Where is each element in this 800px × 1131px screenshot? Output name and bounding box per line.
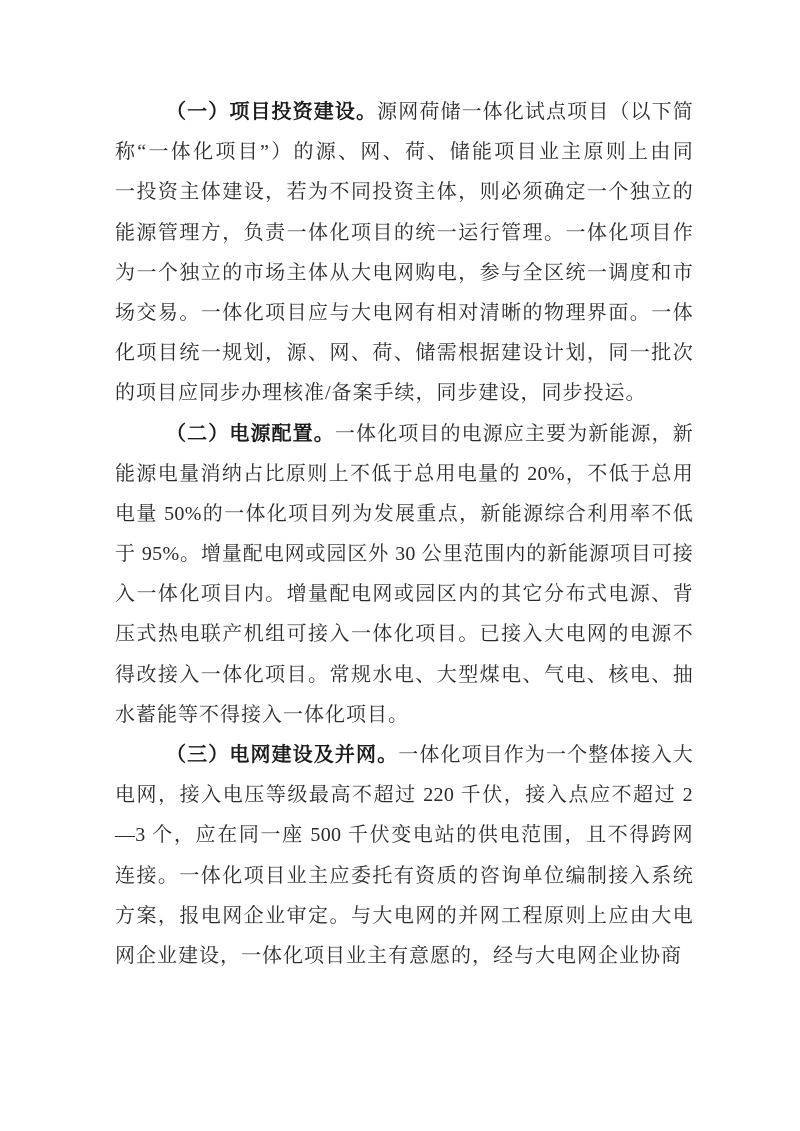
line-text: 源网荷储一体化试点项目（以下简 (377, 101, 693, 123)
text-line-9 (115, 414, 693, 454)
line-text: 电量 50%的一体化项目列为发展重点，新能源综合利用率不低 (115, 502, 694, 525)
text-line-1 (115, 92, 693, 132)
section-heading: （三）电网建设及并网。 (166, 744, 399, 766)
text-line-2 (115, 132, 693, 172)
line-text: 能源管理方，负责一体化项目的统一运行管理。一体化项目作 (115, 221, 693, 244)
line-text: 一体化项目的电源应主要为新能源，新 (334, 422, 693, 445)
line-text: 为一个独立的市场主体从大电网购电，参与全区统一调度和市 (115, 261, 693, 284)
line-text: 得改接入一体化项目。常规水电、大型煤电、气电、核电、抽 (115, 663, 693, 686)
text-line-20 (115, 856, 693, 896)
text-line-22 (115, 936, 693, 976)
line-text: 于 95%。增量配电网或园区外 30 公里范围内的新能源项目可接 (115, 543, 693, 566)
line-text: 的项目应同步办理核准/备案手续，同步建设，同步投运。 (115, 382, 647, 405)
line-text: 能源电量消纳占比原则上不低于总用电量的 20%，不低于总用 (115, 462, 693, 485)
line-text: —3 个，应在同一座 500 千伏变电站的供电范围，且不得跨网 (115, 824, 693, 847)
text-line-6 (115, 293, 693, 333)
line-text: 电网，接入电压等级最高不超过 220 千伏，接入点应不超过 2 (115, 784, 693, 807)
line-text: 压式热电联产机组可接入一体化项目。已接入大电网的电源不 (115, 623, 693, 646)
text-line-21 (115, 896, 693, 936)
text-line-16 (115, 695, 693, 735)
text-line-5 (115, 253, 693, 293)
text-line-14 (115, 614, 693, 654)
text-column (115, 92, 693, 976)
line-text: 一体化项目作为一个整体接入大 (398, 744, 693, 766)
line-text: 网企业建设，一体化项目业主有意愿的，经与大电网企业协商 (115, 944, 682, 967)
text-line-18 (115, 775, 693, 815)
text-line-17 (115, 735, 693, 775)
text-line-19 (115, 815, 693, 855)
line-text: 连接。一体化项目业主应委托有资质的咨询单位编制接入系统 (115, 864, 693, 887)
line-text: 入一体化项目内。增量配电网或园区内的其它分布式电源、背 (115, 583, 693, 606)
line-text: 方案，报电网企业审定。与大电网的并网工程原则上应由大电 (115, 904, 693, 927)
text-line-11 (115, 494, 693, 534)
section-heading: （一）项目投资建设。 (166, 101, 378, 123)
text-line-13 (115, 574, 693, 614)
line-text: 场交易。一体化项目应与大电网有相对清晰的物理界面。一体 (115, 301, 693, 324)
line-text: 称“一体化项目”）的源、网、荷、储能项目业主原则上由同 (115, 141, 693, 164)
text-line-8 (115, 373, 693, 413)
section-heading: （二）电源配置。 (166, 422, 335, 445)
text-line-15 (115, 655, 693, 695)
line-text: 化项目统一规划，源、网、荷、储需根据建设计划，同一批次 (115, 342, 693, 365)
text-line-3 (115, 172, 693, 212)
line-text: 水蓄能等不得接入一体化项目。 (115, 703, 409, 726)
text-line-4 (115, 213, 693, 253)
text-line-7 (115, 333, 693, 373)
text-line-10 (115, 454, 693, 494)
text-line-12 (115, 534, 693, 574)
line-text: 一投资主体建设，若为不同投资主体，则必须确定一个独立的 (115, 181, 693, 204)
